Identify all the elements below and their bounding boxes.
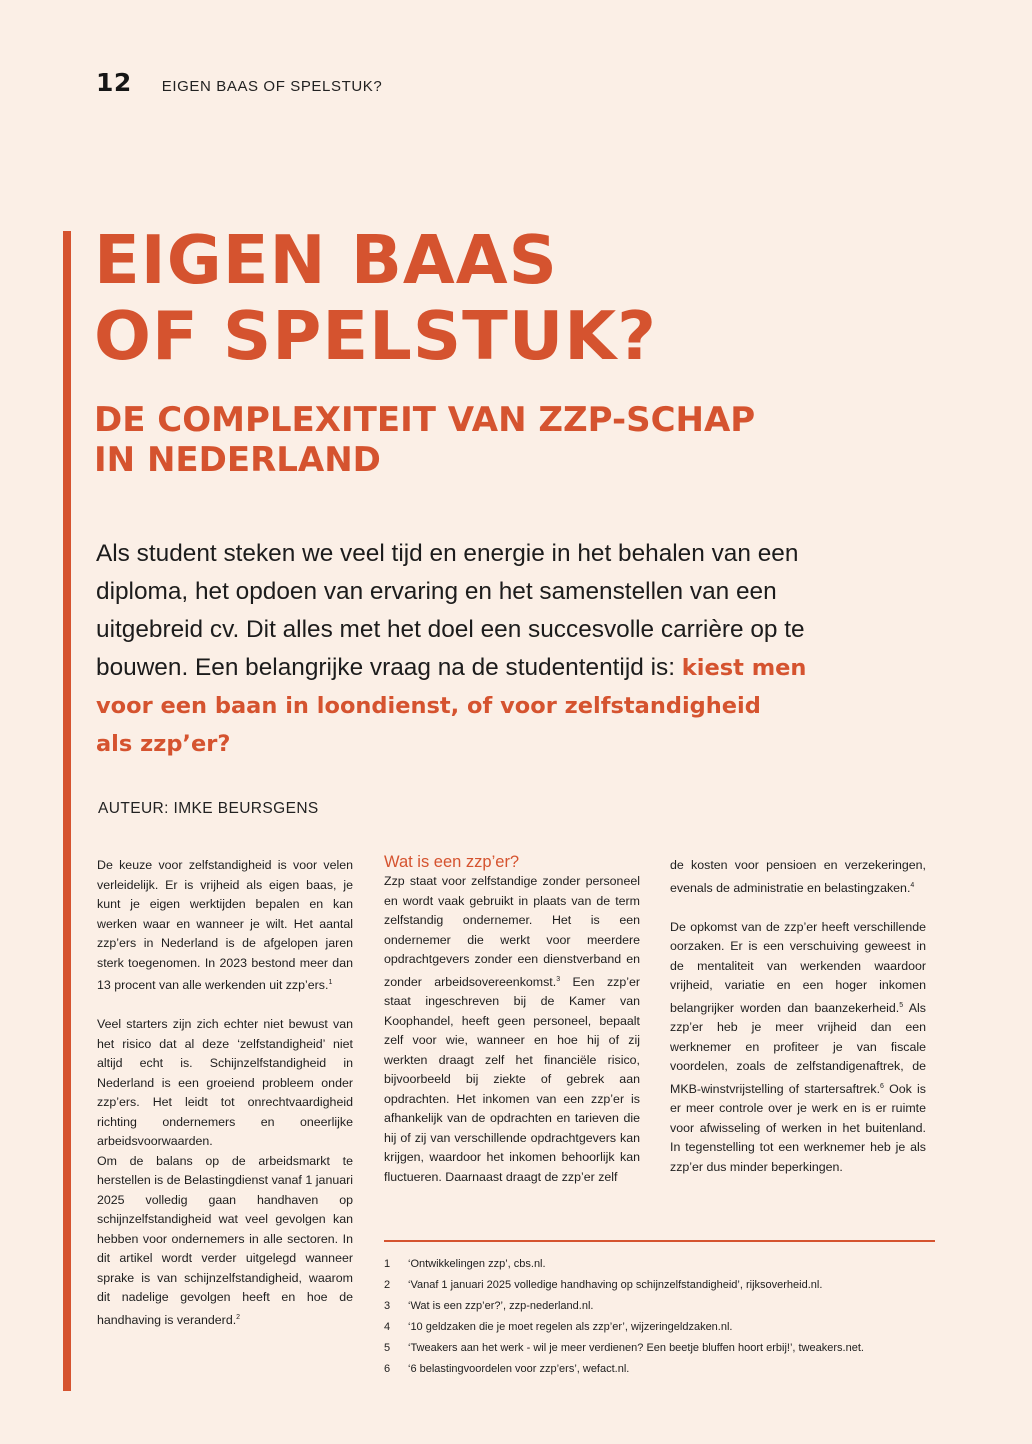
footnote-number: 6: [384, 1363, 391, 1375]
body-paragraph: Veel starters zijn zich echter niet bewust van het risico dat al deze ‘zelfstandigheid’ niet altijd echt is. Schijnzelfstandigheid in Nederland is een groeiend probleem onder zzp’ers. Het leidt tot onrechtvaardigheid richting ondernemers en oneerlijke arbeidsvoorwaarden.: [97, 1017, 353, 1149]
body-paragraph: Zzp staat voor zelfstandige zonder personeel en wordt vaak gebruikt in plaats van de term zelfstandig ondernemer. Het is een ondernemer die werkt voor meerdere opdrachtgevers zonder een dienstverband en zonder arbeidsovereenkomst.$^3$ Een zzp’er staat ingeschreven bij de Kamer van Koophandel, heeft geen personeel, bepaalt zelf voor wie, wanneer en hoe hij of zij werkten draagt zelf het financiële risico, bijvoorbeeld bij ziekte of gebrek aan opdrachten. Het inkomen van een zzp’er is afhankelijk van de opdrachten en tarieven die hij of zij van verschillende opdrachtgevers kan krijgen, waardoor het inkomen behoorlijk kan fluctueren. Daarnaast draagt de zzp’er zelf: [384, 874, 641, 1184]
intro-paragraph: [96, 535, 856, 763]
title-line-2: OF SPELSTUK?: [94, 297, 658, 375]
footnote-item: [384, 1359, 944, 1380]
subtitle-line-1: DE COMPLEXITEIT VAN ZZP-SCHAP: [94, 400, 756, 440]
intro-highlight: voor een baan in loondienst, of voor zelfstandigheid: [96, 693, 761, 719]
footnote-number: 4: [384, 1321, 391, 1333]
footnote-ref: 4: [910, 881, 915, 889]
body-column-1: [97, 856, 353, 1330]
intro-line: bouwen. Een belangrijke vraag na de studententijd is:: [96, 654, 682, 681]
footnote-ref: 6: [880, 1082, 884, 1090]
section-heading: Wat is een zzp’er?: [384, 853, 520, 871]
author-byline: AUTEUR: IMKE BEURSGENS: [98, 800, 319, 817]
intro-highlight: kiest men: [681, 655, 807, 681]
title-line-1: EIGEN BAAS: [94, 221, 558, 299]
footnote-number: 5: [384, 1342, 391, 1354]
body-paragraph: de kosten voor pensioen en verzekeringen, evenals de administratie en belastingzaken.$^4$: [670, 858, 926, 895]
body-paragraph: De opkomst van de zzp’er heeft verschillende oorzaken. Er is een verschuiving geweest in de mentaliteit van werkenden waardoor vrijheid, variatie en een hoger inkomen belangrijker worden dan baanzekerheid.$^5$ Als zzp’er heb je meer vrijheid dan een werknemer en profiteer je van fiscale voordelen, zoals de zelfstandigenaftrek, de MKB-winstvrijstelling of startersaftrek.$^6$ Ook is er meer controle over je werk en is er ruimte voor afwisseling of werken in het buitenland. In tegenstelling tot een werknemer heb je als zzp’er dus minder beperkingen.: [670, 919, 926, 1174]
footnotes-rule: [384, 1240, 935, 1242]
footnote-ref: 3: [556, 975, 561, 983]
page-number: 12: [96, 68, 132, 97]
footnote-ref: 2: [236, 1313, 241, 1321]
intro-line: Als student steken we veel tijd en energie in het behalen van een: [96, 540, 799, 567]
body-column-2: [384, 852, 640, 1187]
footnote-item: [384, 1254, 944, 1275]
running-title: EIGEN BAAS OF SPELSTUK?: [161, 78, 383, 95]
footnote-text: ‘Vanaf 1 januari 2025 volledige handhaving op schijnzelfstandigheid’, rijksoverheid.nl.: [408, 1279, 823, 1291]
body-paragraph: De keuze voor zelfstandigheid is voor velen verleidelijk. Er is vrijheid als eigen baas, je kunt je eigen werktijden bepalen en kan werken waar en wanneer je wilt. Het aantal zzp’ers in Nederland is de afgelopen jaren sterk toegenomen. In 2023 bestond meer dan 13 procent van alle werkenden uit zzp’ers.$^1$: [97, 858, 353, 993]
footnote-ref: 5: [899, 1001, 904, 1009]
footnote-text: ‘Ontwikkelingen zzp’, cbs.nl.: [408, 1258, 546, 1270]
footnote-text: ‘Tweakers aan het werk - wil je meer verdienen? Een beetje bluffen hoort erbij!’, tweakers.net.: [408, 1342, 864, 1354]
footnote-item: [384, 1296, 944, 1317]
footnote-item: [384, 1338, 944, 1359]
footnotes-list: [384, 1254, 944, 1380]
subtitle-line-2: IN NEDERLAND: [94, 440, 381, 480]
intro-line: uitgebreid cv. Dit alles met het doel een succesvolle carrière op te: [96, 616, 805, 643]
accent-bar: [63, 231, 71, 1391]
article-title: [94, 222, 657, 374]
footnote-number: 1: [384, 1258, 391, 1270]
footnote-text: ‘10 geldzaken die je moet regelen als zzp’er’, wijzeringeldzaken.nl.: [408, 1321, 733, 1333]
footnote-ref: 1: [328, 979, 333, 986]
intro-line: diploma, het opdoen van ervaring en het samenstellen van een: [96, 578, 777, 605]
article-subtitle: [94, 400, 755, 480]
body-column-3: [670, 856, 926, 1177]
footnote-item: [384, 1275, 944, 1296]
footnote-number: 2: [384, 1279, 391, 1291]
page-header: [96, 68, 382, 97]
body-paragraph: Om de balans op de arbeidsmarkt te herstellen is de Belastingdienst vanaf 1 januari 2025 volledig gaan handhaven op schijnzelfstandigheid wat veel gevolgen kan hebben voor ondernemers in alle sectoren. In dit artikel wordt verder uitgelegd wanneer sprake is van schijnzelfstandigheid, waarom dit nadelige gevolgen heeft en hoe de handhaving is veranderd.$^2$: [97, 1153, 353, 1327]
footnote-item: [384, 1317, 944, 1338]
footnote-text: ‘Wat is een zzp’er?’, zzp-nederland.nl.: [408, 1300, 594, 1312]
intro-highlight: als zzp’er?: [96, 731, 231, 757]
footnote-text: ‘6 belastingvoordelen voor zzp’ers’, wefact.nl.: [408, 1363, 630, 1375]
footnote-number: 3: [384, 1300, 391, 1312]
